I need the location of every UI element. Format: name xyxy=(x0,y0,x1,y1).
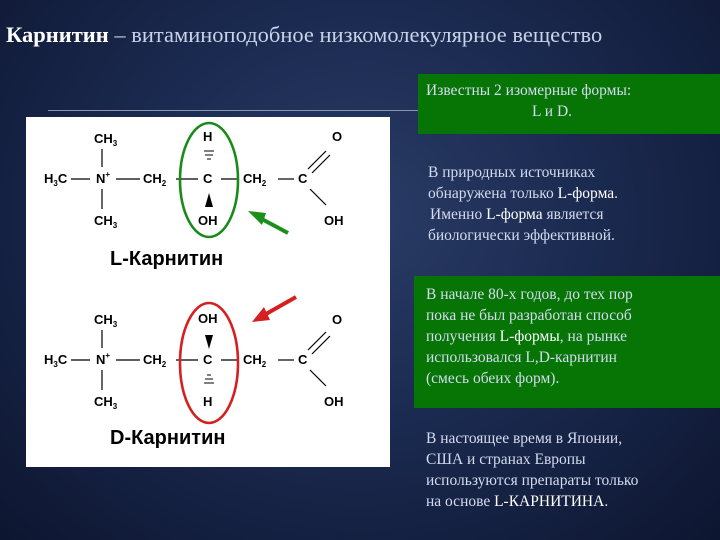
svg-text:CH3: $CH_3$ xyxy=(94,312,118,329)
natural-line-1: В природных источниках xyxy=(428,164,596,181)
history-line-2: пока не был разработан способ xyxy=(426,307,632,324)
l-carnitine-label: L-Карнитин xyxy=(110,248,224,270)
d-carnitine-structure xyxy=(44,297,344,449)
svg-text:CH3: $CH_3$ xyxy=(94,131,118,148)
svg-text:C: C xyxy=(203,171,213,186)
svg-text:OH: OH xyxy=(198,213,218,228)
svg-text:OH: OH xyxy=(324,394,344,409)
natural-line-2: обнаружена только L-форма. xyxy=(428,185,619,202)
svg-text:OH: OH xyxy=(198,311,218,326)
svg-text:H3C: $H_3C$ xyxy=(44,171,68,188)
isomer-text xyxy=(426,80,716,122)
svg-text:O: O xyxy=(332,129,343,144)
current-line-3: используются препараты только xyxy=(426,472,639,489)
title-rest: – витаминоподобное низкомолекулярное вещество xyxy=(108,22,603,47)
svg-text:C: C xyxy=(298,171,308,186)
svg-text:CH3: $CH_3$ xyxy=(94,213,118,230)
svg-text:N+: N+ xyxy=(96,351,111,367)
natural-line-3: Именно L-форма является xyxy=(430,206,604,223)
carnitine-structures xyxy=(26,117,390,467)
svg-text:O: O xyxy=(332,312,343,327)
history-line-5: (смесь обеих форм). xyxy=(426,370,560,387)
natural-line-4: биологически эффективной. xyxy=(428,227,615,244)
current-line-2: США и странах Европы xyxy=(426,451,586,468)
svg-text:CH2: $CH_2$ xyxy=(143,171,167,188)
history-line-1: В начале 80-х годов, до тех пор xyxy=(426,286,633,303)
structure-image xyxy=(26,117,390,467)
svg-text:CH2: $CH_2$ xyxy=(243,352,267,369)
d-carnitine-label: D-Карнитин xyxy=(110,427,226,449)
l-carnitine-structure xyxy=(44,123,344,270)
svg-text:CH2: $CH_2$ xyxy=(143,352,167,369)
svg-text:OH: OH xyxy=(324,213,344,228)
current-use-text xyxy=(426,428,718,512)
svg-text:H3C: $H_3C$ xyxy=(44,352,68,369)
current-line-1: В настоящее время в Японии, xyxy=(426,430,623,447)
svg-text:CH2: $CH_2$ xyxy=(243,171,267,188)
slide-title xyxy=(6,22,718,48)
history-line-4: использовался L,D-карнитин xyxy=(426,349,617,366)
svg-text:H: H xyxy=(203,394,213,409)
current-line-4: на основе L-КАРНИТИНА. xyxy=(426,493,609,510)
isomer-line-1: Известны 2 изомерные формы: xyxy=(426,82,632,99)
divider xyxy=(48,110,418,111)
history-line-3: получения L-формы, на рынке xyxy=(426,328,628,345)
history-text xyxy=(426,284,718,389)
svg-text:H: H xyxy=(203,129,213,144)
svg-text:C: C xyxy=(203,352,213,367)
isomer-line-2: L и D. xyxy=(532,103,573,120)
title-highlight: Карнитин xyxy=(6,22,109,47)
svg-text:CH3: $CH_3$ xyxy=(94,394,118,411)
svg-text:C: C xyxy=(298,352,308,367)
svg-text:N+: N+ xyxy=(96,170,111,186)
natural-sources-text xyxy=(428,162,718,246)
